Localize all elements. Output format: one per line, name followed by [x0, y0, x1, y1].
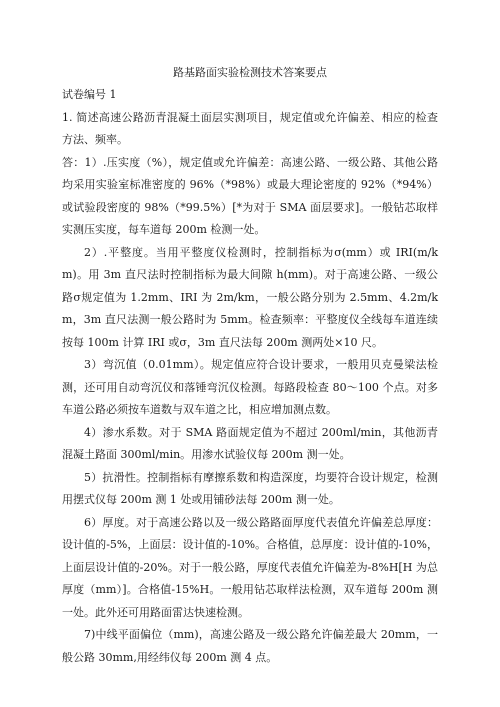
answer-paragraph-permeability: 4）渗水系数。对于 SMA 路面规定值为不超过 200ml/min，其他沥青混凝土路面 300ml/min。用渗水试验仪每 200m 测一处。: [62, 425, 438, 461]
answer-paragraph-thickness: 6）厚度。对于高速公路以及一级公路路面厚度代表值允许偏差总厚度：设计值的-5%，上面层：设计值的-10%。合格值，总厚度：设计值的-10%，上面层设计值的-20%。对于一般公路，厚度代表值允许偏差为-8%H[H 为总厚度（mm）]。合格值-15%H。一般用钻芯取样法检测，双车道每 200m 测一处。此外还可用路面雷达快速检测。: [62, 515, 438, 619]
answer-paragraph-deflection: 3）弯沉值（0.01mm）。规定值应符合设计要求，一般用贝克曼梁法检测，还可用自动弯沉仪和落锤弯沉仪检测。每路段检查 80～100 个点。对多车道公路必须按车道数与双车道之比，相应增加测点数。: [62, 358, 438, 416]
answer-paragraph-skid-resistance: 5）抗滑性。控制指标有摩擦系数和构造深度，均要符合设计规定，检测用摆式仪每 200m 测 1 处或用铺砂法每 200m 测一处。: [62, 470, 438, 506]
document-title: 路基路面实验检测技术答案要点: [173, 66, 327, 79]
document-body: [62, 84, 438, 669]
answer-paragraph-flatness: 2）.平整度。当用平整度仪检测时，控制指标为σ(mm）或 IRI(m/km)。用 3m 直尺法时控制指标为最大间隙 h(mm)。对于高速公路、一级公路σ规定值为 1.2mm、IRI 为 2m/km，一般公路分别为 2.5mm、4.2m/km，3m 直尺法测一般公路时为 5mm。检查频率：平整度仪全线每车道连续按每 100m 计算 IRI 或σ，3m 直尺法每 200m 测两处×10 尺。: [62, 245, 438, 349]
answer-paragraph-centerline-offset: 7)中线平面偏位（mm)，高速公路及一级公路允许偏差最大 20mm，一般公路 30mm,用经纬仪每 200m 测 4 点。: [62, 628, 438, 664]
paper-number: 试卷编号 1: [62, 88, 117, 101]
answer-paragraph-compaction: 答：1）.压实度（%），规定值或允许偏差：高速公路、一级公路、其他公路均采用实验室标准密度的 96%（*98%）或最大理论密度的 92%（*94%）或试验段密度的 98%（*99.5%）[*为对于 SMA 面层要求]。一般钻芯取样实测压实度，每车道每 200m 检测一处。: [62, 155, 438, 236]
question-1: 1. 简述高速公路沥青混凝土面层实测项目，规定值或允许偏差、相应的检查方法、频率。: [62, 110, 438, 146]
